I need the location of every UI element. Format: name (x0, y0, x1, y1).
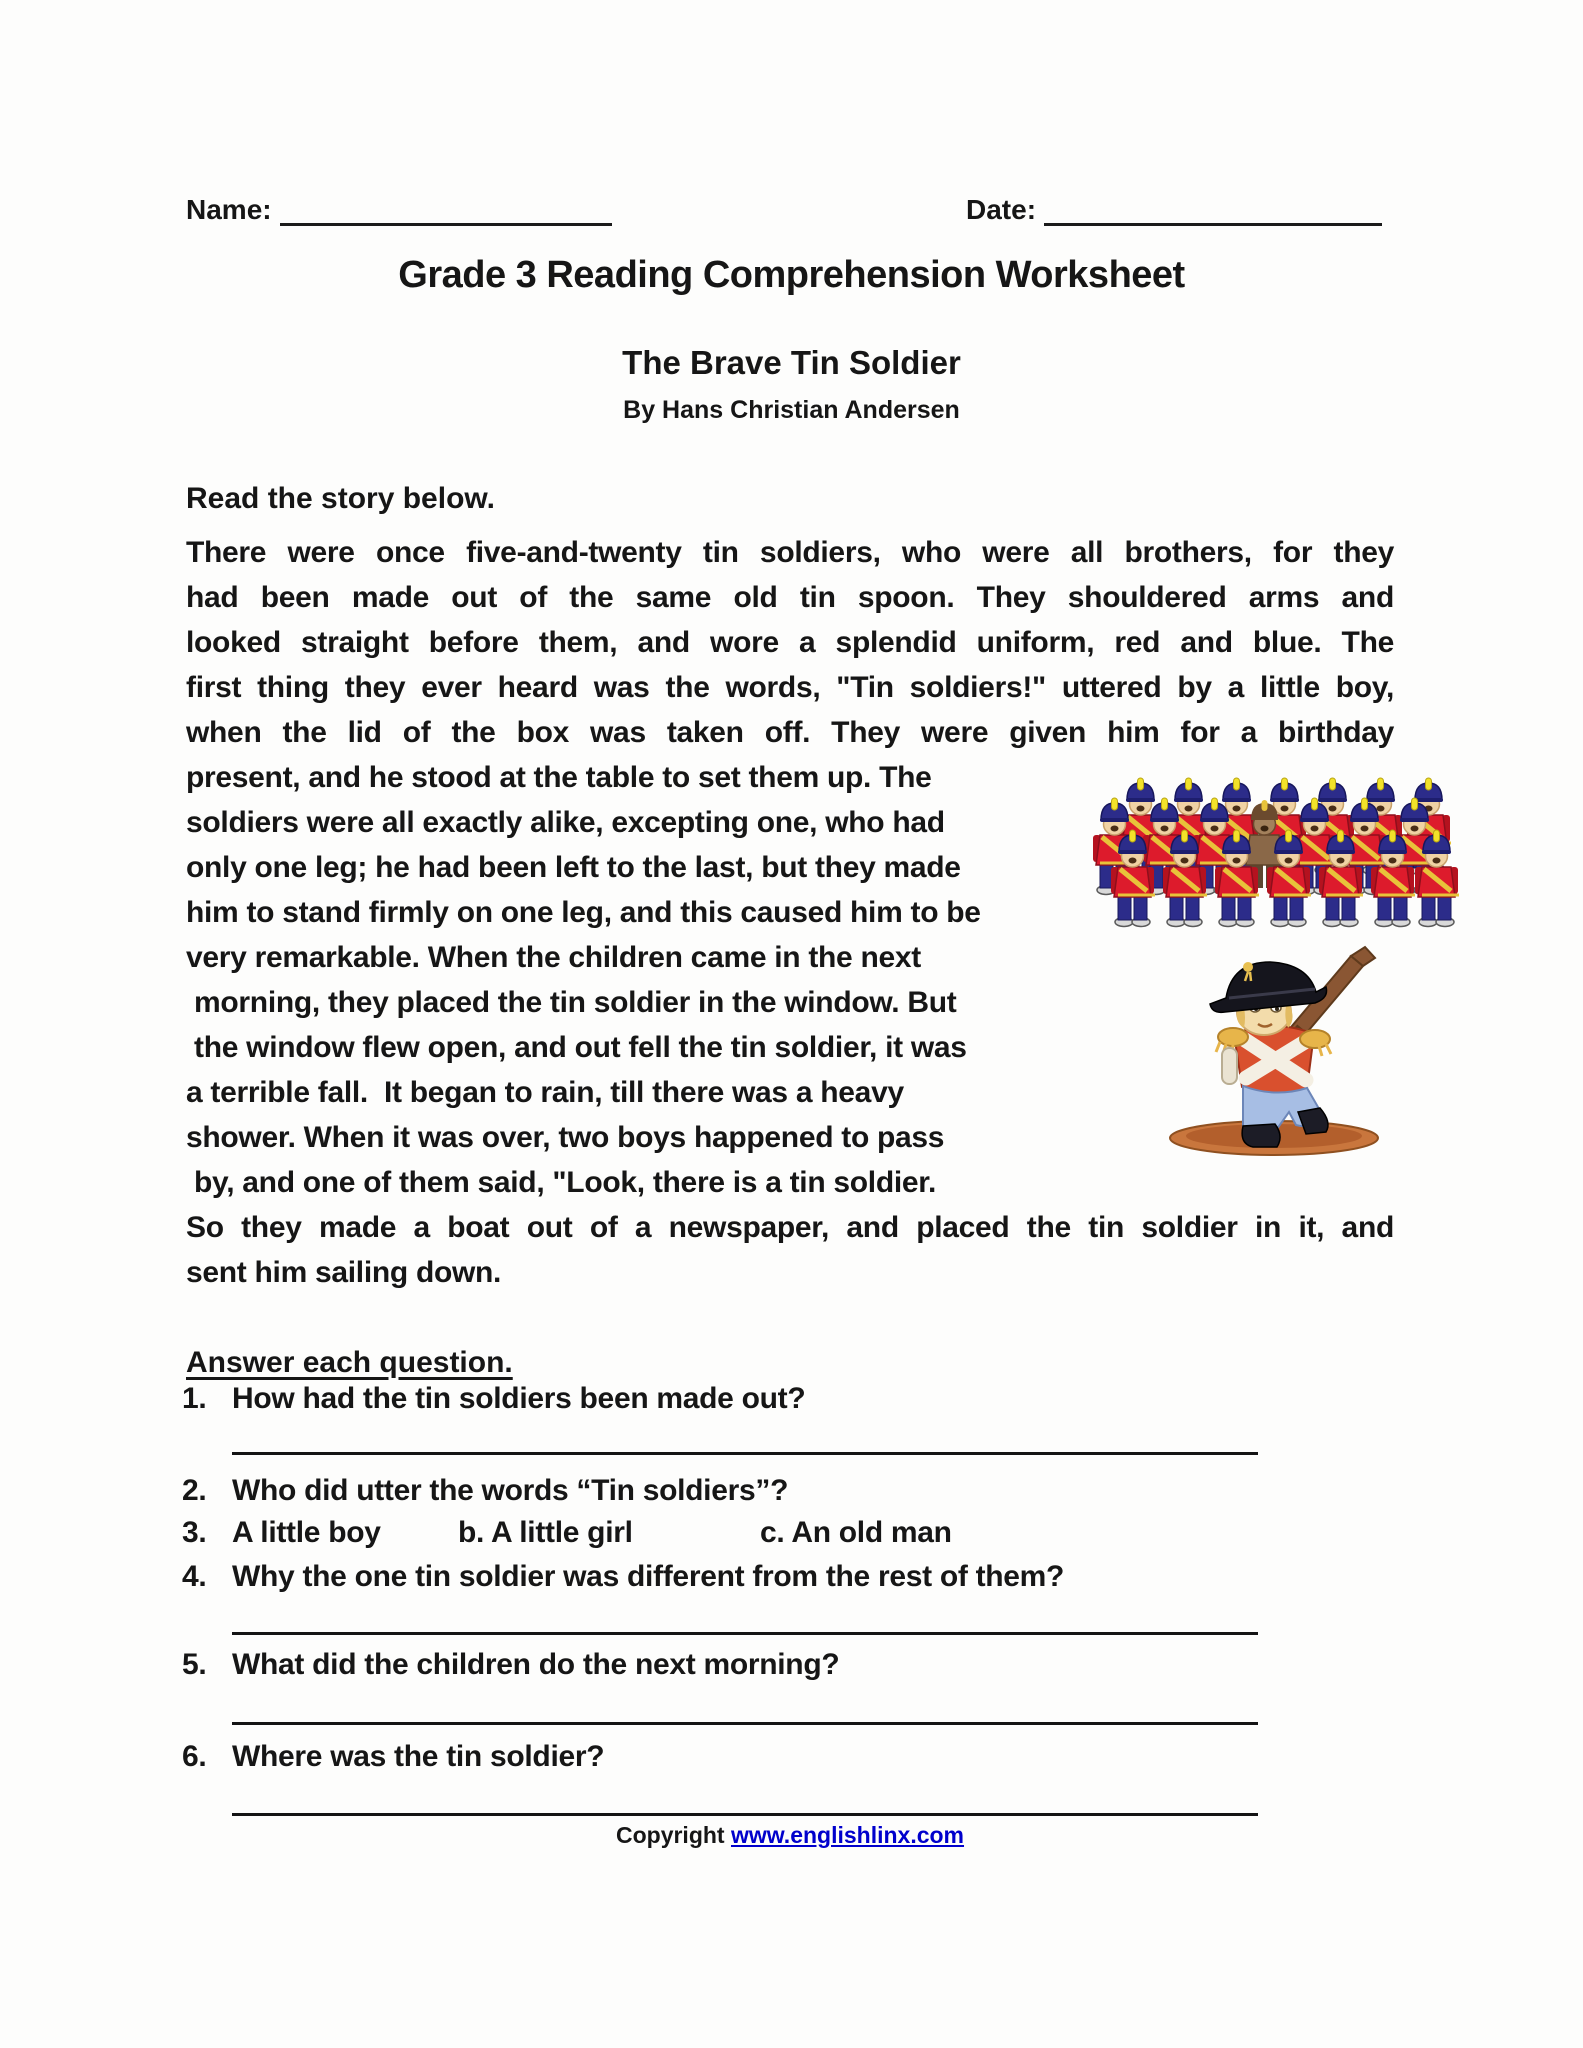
choice-c: c. An old man (760, 1516, 952, 1549)
question-5-number: 5. (182, 1648, 207, 1681)
question-5 (182, 1648, 839, 1682)
read-instruction: Read the story below. (186, 482, 495, 515)
question-3-choices (182, 1516, 952, 1550)
story-line: sent him sailing down. (186, 1256, 502, 1289)
story-byline: By Hans Christian Andersen (623, 396, 960, 424)
question-2-text: Who did utter the words “Tin soldiers”? (232, 1474, 789, 1507)
answer-line-4 (232, 1813, 1258, 1816)
story-line: had been made out of the same old tin spoon. They shouldered arms and (186, 581, 1394, 614)
story-line: only one leg; he had been left to the last, but they made (186, 851, 961, 884)
question-6-text: Where was the tin soldier? (232, 1740, 605, 1773)
answer-line-1 (232, 1452, 1258, 1455)
story-line: soldiers were all exactly alike, excepting one, who had (186, 806, 945, 839)
question-2 (182, 1474, 788, 1508)
answer-line-3 (232, 1722, 1258, 1725)
question-4-number: 4. (182, 1560, 207, 1593)
story-paragraph-bottom (186, 1205, 1394, 1295)
question-1 (182, 1382, 805, 1416)
question-1-number: 1. (182, 1382, 207, 1415)
story-line: present, and he stood at the table to set them up. The (186, 761, 932, 794)
name-blank-line (280, 199, 612, 226)
date-label: Date: (966, 194, 1037, 225)
tin-soldiers-group-image (1090, 775, 1462, 929)
choice-b: b. A little girl (458, 1516, 633, 1549)
question-4-text: Why the one tin soldier was different from the rest of them? (232, 1560, 1065, 1593)
question-1-text: How had the tin soldiers been made out? (232, 1382, 806, 1415)
name-field (186, 194, 612, 226)
question-3-number: 3. (182, 1516, 207, 1549)
questions-heading: Answer each question. (186, 1346, 513, 1379)
story-line: when the lid of the box was taken off. They were given him for a birthday (186, 716, 1394, 749)
choice-a: A little boy (232, 1516, 381, 1549)
story-paragraph-top (186, 530, 1394, 755)
story-line: very remarkable. When the children came in the next (186, 941, 921, 974)
question-5-text: What did the children do the next morning? (232, 1648, 840, 1681)
story-line: looked straight before them, and wore a splendid uniform, red and blue. The (186, 626, 1394, 659)
story-line: So they made a boat out of a newspaper, and placed the tin soldier in it, and (186, 1211, 1394, 1244)
question-6-number: 6. (182, 1740, 207, 1773)
story-line: first thing they ever heard was the words, "Tin soldiers!" uttered by a little boy, (186, 671, 1394, 704)
story-line: him to stand firmly on one leg, and this caused him to be (186, 896, 981, 929)
story-line: There were once five-and-twenty tin soldiers, who were all brothers, for they (186, 536, 1394, 569)
story-line: morning, they placed the tin soldier in the window. But (186, 986, 957, 1019)
answer-line-2 (232, 1632, 1258, 1635)
copyright-label: Copyright (615, 1822, 725, 1848)
name-label: Name: (186, 194, 272, 225)
question-4 (182, 1560, 1064, 1594)
englishlinx-link[interactable]: www.englishlinx.com (730, 1822, 965, 1848)
footer (186, 1822, 1394, 1849)
tin-soldier-with-rifle-image (1146, 936, 1402, 1162)
question-2-number: 2. (182, 1474, 207, 1507)
story-line: a terrible fall. It began to rain, till there was a heavy (186, 1076, 904, 1109)
question-6 (182, 1740, 604, 1774)
story-line: the window flew open, and out fell the tin soldier, it was (186, 1031, 967, 1064)
date-blank-line (1044, 199, 1382, 226)
worksheet-title: Grade 3 Reading Comprehension Worksheet (398, 254, 1185, 296)
date-field (966, 194, 1382, 226)
story-title: The Brave Tin Soldier (622, 344, 961, 381)
story-line: by, and one of them said, "Look, there is a tin soldier. (186, 1166, 937, 1199)
story-line: shower. When it was over, two boys happened to pass (186, 1121, 945, 1154)
